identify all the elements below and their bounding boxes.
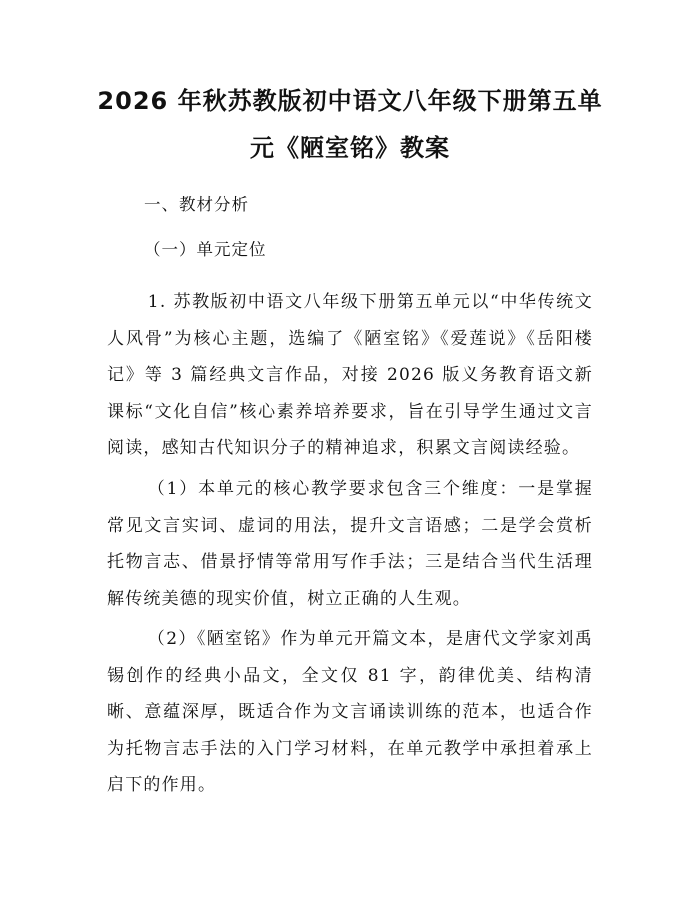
body-paragraph-3: （2）《陋室铭》作为单元开篇文本，是唐代文学家刘禹锡创作的经典小品文，全文仅 81 字，韵律优美、结构清晰、意蕴深厚，既适合作为文言诵读训练的范本，也适合作为托物言志手法的入门学习材料，在单元教学中承担着承上启下的作用。 <box>107 629 593 795</box>
document-title-line-2: 元《陋室铭》教案 <box>250 134 450 162</box>
body-paragraph-2: （1）本单元的核心教学要求包含三个维度：一是掌握常见文言实词、虚词的用法，提升文言语感；二是学会赏析托物言志、借景抒情等常用写作手法；三是结合当代生活理解传统美德的现实价值，树立正确的人生观。 <box>107 479 593 609</box>
body-paragraph-1: 1. 苏教版初中语文八年级下册第五单元以“中华传统文人风骨”为核心主题，选编了《陋室铭》《爱莲说》《岳阳楼记》等 3 篇经典文言作品，对接 2026 版义务教育语文新课标“文化自信”核心素养培养要求，旨在引导学生通过文言阅读，感知古代知识分子的精神追求，积累文言阅读经验。 <box>107 292 593 458</box>
section-heading: 一、教材分析 <box>144 195 249 214</box>
document-title-line-1: 2026 年秋苏教版初中语文八年级下册第五单 <box>97 87 603 115</box>
subsection-heading: （一）单元定位 <box>144 240 267 259</box>
